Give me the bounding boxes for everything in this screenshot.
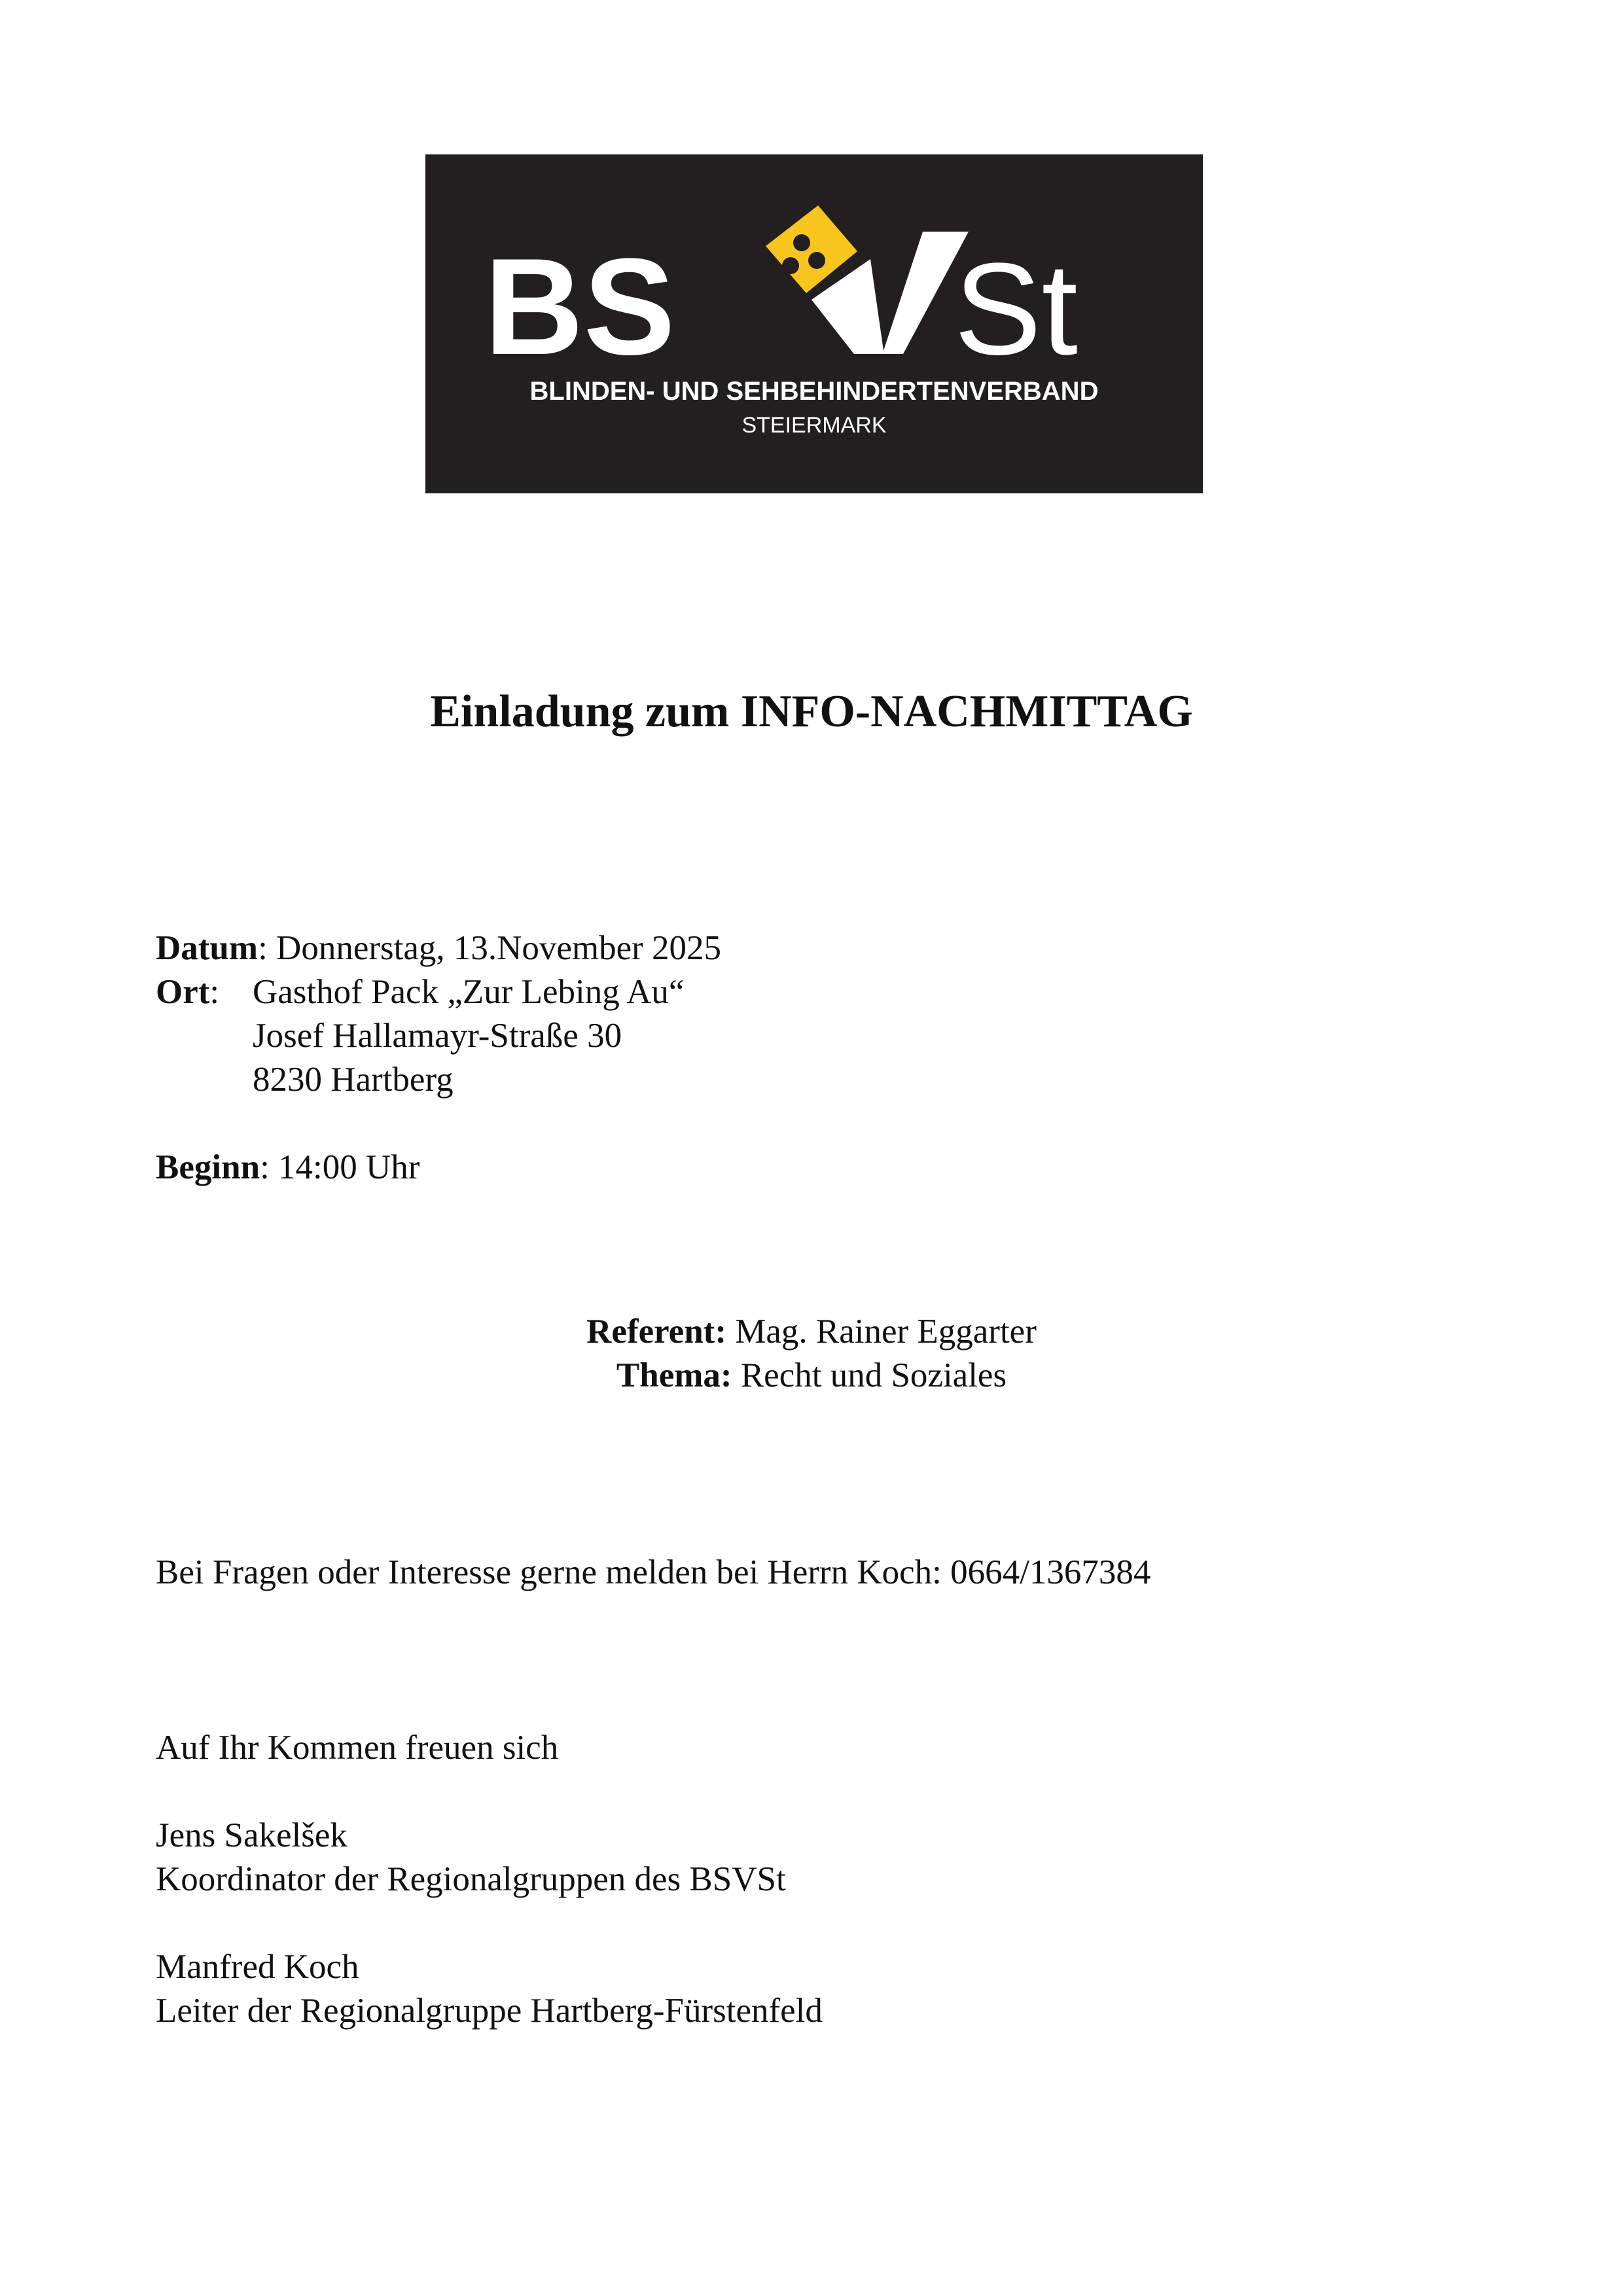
thema-line xyxy=(0,1354,1623,1397)
ort-line xyxy=(156,970,219,1014)
beginn-line xyxy=(156,1146,419,1189)
page-title: Einladung zum INFO-NACHMITTAG xyxy=(430,686,1193,737)
datum-label: Datum xyxy=(156,929,259,967)
signatory-role-1: Koordinator der Regionalgruppen des BSVSt xyxy=(156,1860,786,1898)
referent-value: Mag. Rainer Eggarter xyxy=(726,1313,1037,1351)
ort-colon: : xyxy=(209,973,220,1011)
ort-line-2: Josef Hallamayr-Straße 30 xyxy=(253,1017,622,1055)
thema-value: Recht und Soziales xyxy=(732,1356,1007,1394)
logo-letters-right: St xyxy=(954,236,1078,382)
bsvst-logo xyxy=(425,154,1203,493)
datum-value: : Donnerstag, 13.November 2025 xyxy=(258,929,722,967)
thema-label: Thema: xyxy=(616,1356,732,1394)
datum-line xyxy=(156,927,721,970)
closing-text: Auf Ihr Kommen freuen sich xyxy=(156,1729,559,1767)
logo-graphic xyxy=(425,154,1203,493)
beginn-value: : 14:00 Uhr xyxy=(260,1148,420,1186)
beginn-label: Beginn xyxy=(156,1148,260,1186)
ort-line-1: Gasthof Pack „Zur Lebing Au“ xyxy=(253,973,685,1011)
logo-subtitle-line1: BLINDEN- UND SEHBEHINDERTENVERBAND xyxy=(529,377,1099,406)
signatory-name-2: Manfred Koch xyxy=(156,1948,359,1986)
logo-subtitle-line2: STEIERMARK xyxy=(741,413,887,438)
contact-text: Bei Fragen oder Interesse gerne melden bei Herrn Koch: 0664/1367384 xyxy=(156,1553,1151,1591)
ort-label: Ort xyxy=(156,973,210,1011)
logo-letters-left: BS xyxy=(484,230,675,383)
referent-line xyxy=(0,1310,1623,1353)
signatory-name-1: Jens Sakelšek xyxy=(156,1816,348,1854)
ort-line-3: 8230 Hartberg xyxy=(253,1061,454,1099)
signatory-role-2: Leiter der Regionalgruppe Hartberg-Fürstenfeld xyxy=(156,1992,823,2030)
referent-label: Referent: xyxy=(586,1313,726,1351)
